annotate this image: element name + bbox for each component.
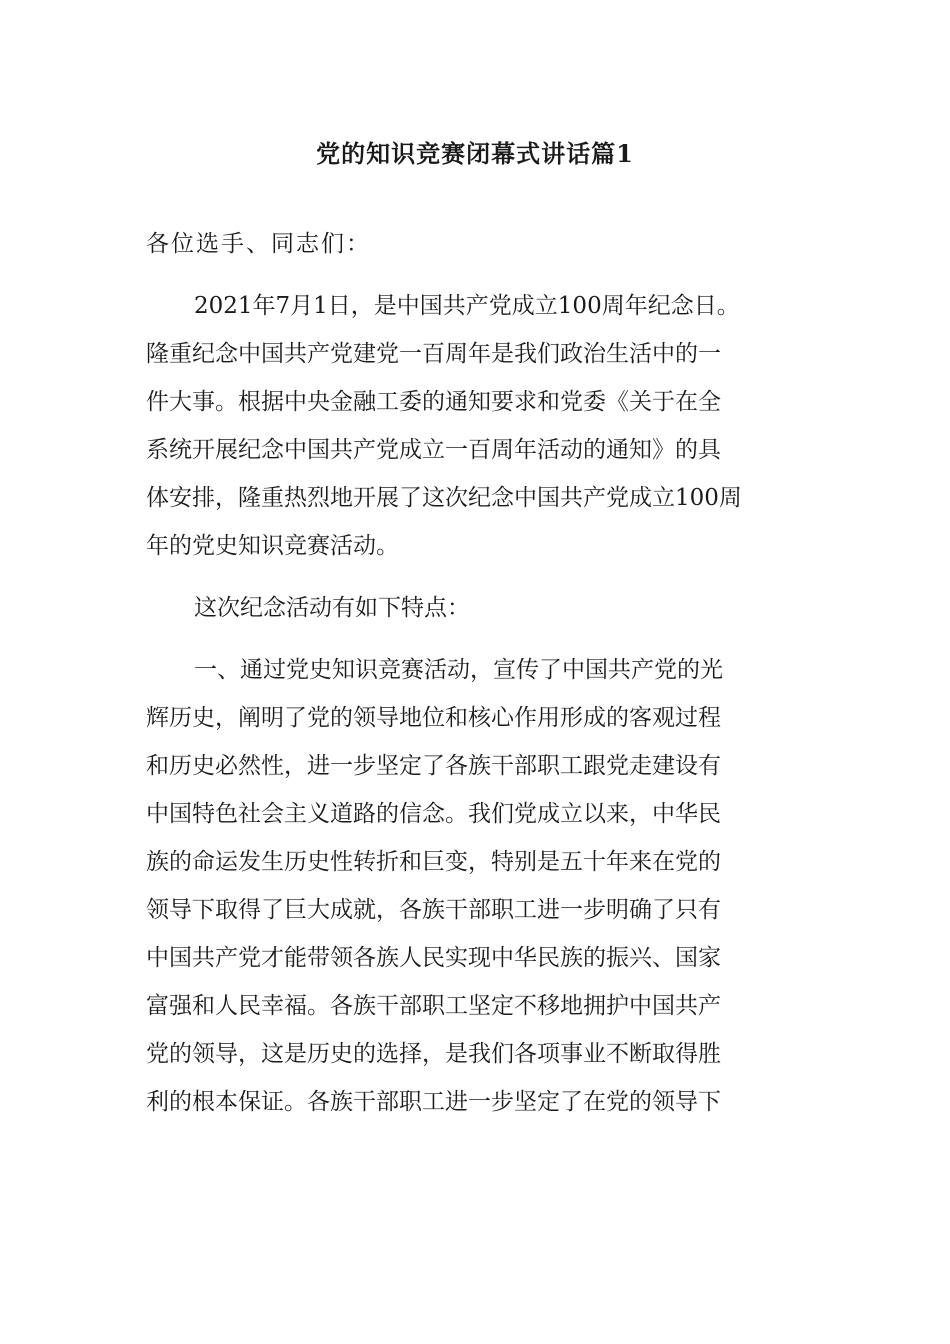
paragraph-line: 2021年7月1日，是中国共产党成立100周年纪念日。 [194,293,740,319]
paragraph-line: 体安排，隆重热烈地开展了这次纪念中国共产党成立100周 [146,485,742,511]
paragraph-3 [146,646,806,1126]
paragraph-line: 中国特色社会主义道路的信念。我们党成立以来，中华民 [146,801,721,827]
paragraph-line: 领导下取得了巨大成就，各族干部职工进一步明确了只有 [146,897,721,923]
salutation-line: 各位选手、同志们： [146,231,371,257]
document-body [146,220,806,1126]
paragraph-line: 利的根本保证。各族干部职工进一步坚定了在党的领导下 [146,1089,721,1115]
paragraph-line: 件大事。根据中央金融工委的通知要求和党委《关于在全 [146,389,721,415]
paragraph-line: 富强和人民幸福。各族干部职工坚定不移地拥护中国共产 [146,993,721,1019]
paragraph-line: 年的党史知识竞赛活动。 [146,533,399,559]
paragraph-line: 辉历史，阐明了党的领导地位和核心作用形成的客观过程 [146,705,721,731]
paragraph-gap [146,268,806,282]
paragraph-line: 族的命运发生历史性转折和巨变，特别是五十年来在党的 [146,849,721,875]
paragraph-line: 这次纪念活动有如下特点： [194,595,470,621]
paragraph-line: 和历史必然性，进一步坚定了各族干部职工跟党走建设有 [146,753,721,779]
paragraph-line: 隆重纪念中国共产党建党一百周年是我们政治生活中的一 [146,341,721,367]
paragraph-gap [146,570,806,584]
paragraph-line: 党的领导，这是历史的选择，是我们各项事业不断取得胜 [146,1041,721,1067]
paragraph-line: 一、通过党史知识竞赛活动，宣传了中国共产党的光 [194,657,723,683]
paragraph-1 [146,282,806,570]
document-title: 党的知识竞赛闭幕式讲话篇1 [316,139,634,168]
paragraph-2 [146,584,806,632]
paragraph-line: 中国共产党才能带领各族人民实现中华民族的振兴、国家 [146,945,721,971]
salutation [146,220,806,268]
paragraph-gap [146,632,806,646]
paragraph-line: 系统开展纪念中国共产党成立一百周年活动的通知》的具 [146,437,721,463]
